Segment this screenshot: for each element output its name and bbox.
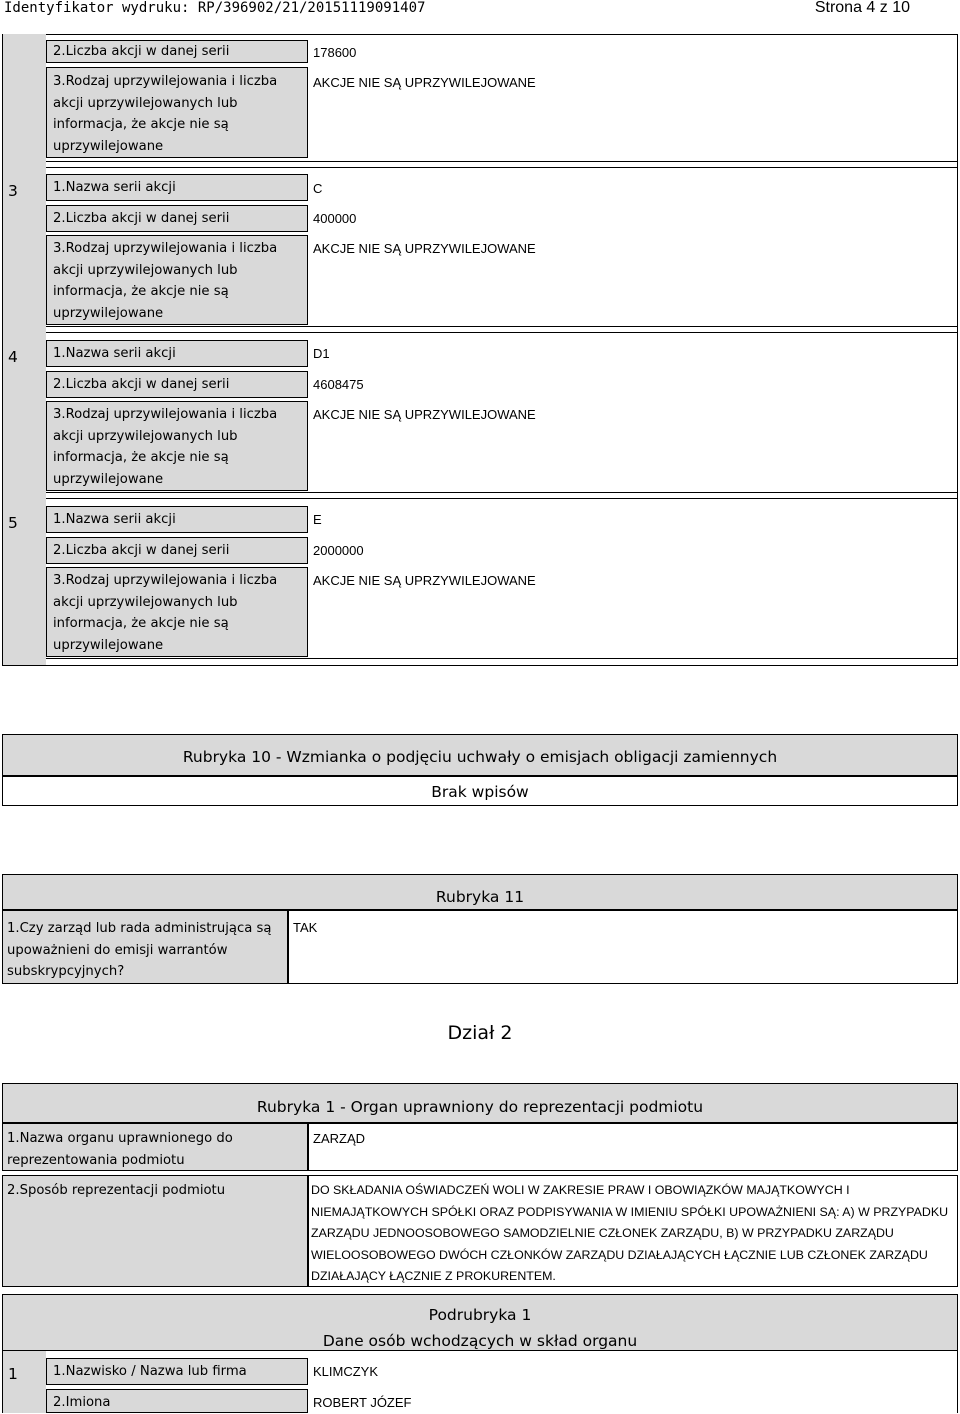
series-name-value: E (313, 512, 322, 527)
series-count-label: 2.Liczba akcji w danej serii (46, 537, 308, 564)
series-privilege-label: 3.Rodzaj uprzywilejowania i liczba akcji uprzywilejowanych lub informacja, że akcje nie są uprzywilejowane (46, 67, 308, 158)
series-count-label: 2.Liczba akcji w danej serii (46, 40, 308, 63)
rubryka-11-title: Rubryka 11 (2, 874, 958, 910)
series-name-label: 1.Nazwa serii akcji (46, 340, 308, 367)
series-right-line (957, 34, 958, 666)
series-privilege-label: 3.Rodzaj uprzywilejowania i liczba akcji uprzywilejowanych lub informacja, że akcje nie są uprzywilejowane (46, 235, 308, 325)
rubryka-10-title: Rubryka 10 - Wzmianka o podjęciu uchwały o emisjach obligacji zamiennych (2, 734, 958, 776)
warrants-answer-value: TAK (293, 920, 318, 935)
warrants-answer-cell (288, 910, 958, 984)
representation-value: DO SKŁADANIA OŚWIADCZEŃ WOLI W ZAKRESIE PRAW I OBOWIĄZKÓW MAJĄTKOWYCH I NIEMAJĄTKOWYCH SPÓŁKI ORAZ PODPISYWANIA W IMIENIU SPÓŁKI UPOWAŻNIENI SĄ: A) W PRZYPADKU ZARZĄDU JEDNOOSOBOWEGO SAMODZIELNIE CZŁONEK ZARZĄDU, B) W PRZYPADKU ZARZĄDU WIELOOSOBOWEGO DWÓCH CZŁONKÓW ZARZĄDU DZIAŁAJĄCYCH ŁĄCZNIE LUB CZŁONEK ZARZĄDU DZIAŁAJĄCY ŁĄCZNIE Z PROKURENTEM. (311, 1183, 949, 1283)
series-number: 4 (8, 348, 18, 366)
series-privilege-label: 3.Rodzaj uprzywilejowania i liczba akcji uprzywilejowanych lub informacja, że akcje nie są uprzywilejowane (46, 401, 308, 491)
series-number: 3 (8, 182, 18, 200)
series-divider (46, 326, 958, 333)
series-bottom-line (46, 665, 958, 666)
podrubryka-subtitle: Dane osób wchodzących w skład organu (322, 1332, 638, 1350)
series-divider (46, 161, 958, 168)
series-count-label: 2.Liczba akcji w danej serii (46, 371, 308, 398)
series-privilege-value: AKCJE NIE SĄ UPRZYWILEJOWANE (313, 241, 536, 256)
rubryka-1-title: Rubryka 1 - Organ uprawniony do reprezentacji podmiotu (2, 1083, 958, 1123)
organ-name-cell (308, 1123, 958, 1171)
series-privilege-value: AKCJE NIE SĄ UPRZYWILEJOWANE (313, 407, 536, 422)
series-name-label: 1.Nazwa serii akcji (46, 506, 308, 533)
print-id: Identyfikator wydruku: RP/396902/21/20151119091407 (4, 0, 426, 16)
series-privilege-value: AKCJE NIE SĄ UPRZYWILEJOWANE (313, 573, 536, 588)
section-title: Dział 2 (447, 1022, 513, 1044)
person-right-line (957, 1351, 958, 1413)
series-privilege-label: 3.Rodzaj uprzywilejowania i liczba akcji uprzywilejowanych lub informacja, że akcje nie są uprzywilejowane (46, 567, 308, 657)
warrants-question-label: 1.Czy zarząd lub rada administrująca są upoważnieni do emisji warrantów subskrypcyjnych? (2, 910, 288, 984)
page-number: Strona 4 z 10 (814, 0, 910, 16)
series-name-value: D1 (313, 346, 330, 361)
series-count-value: 2000000 (313, 543, 364, 558)
representation-label: 2.Sposób reprezentacji podmiotu (2, 1175, 308, 1287)
podrubryka-label: Podrubryka 1 (428, 1306, 532, 1324)
series-privilege-value: AKCJE NIE SĄ UPRZYWILEJOWANE (313, 75, 536, 90)
series-divider (46, 658, 958, 665)
series-count-value: 400000 (313, 211, 357, 226)
series-count-value: 4608475 (313, 377, 364, 392)
series-name-label: 1.Nazwa serii akcji (46, 174, 308, 201)
series-name-value: C (313, 181, 323, 196)
person-number: 1 (8, 1365, 18, 1383)
organ-name-value: ZARZĄD (313, 1131, 365, 1146)
organ-name-label: 1.Nazwa organu uprawnionego do reprezentowania podmiotu (2, 1123, 308, 1171)
series-count-label: 2.Liczba akcji w danej serii (46, 205, 308, 232)
person-name-value: KLIMCZYK (313, 1364, 379, 1379)
series-number: 5 (8, 514, 18, 532)
person-name-label: 1.Nazwisko / Nazwa lub firma (46, 1358, 308, 1385)
person-firstnames-value: ROBERT JÓZEF (313, 1395, 412, 1410)
person-firstnames-label: 2.Imiona (46, 1389, 308, 1413)
rubryka-10-empty: Brak wpisów (2, 776, 958, 806)
series-divider (46, 492, 958, 499)
series-count-value: 178600 (313, 45, 357, 60)
series-top-line (46, 34, 958, 35)
podrubryka-title (2, 1294, 958, 1351)
